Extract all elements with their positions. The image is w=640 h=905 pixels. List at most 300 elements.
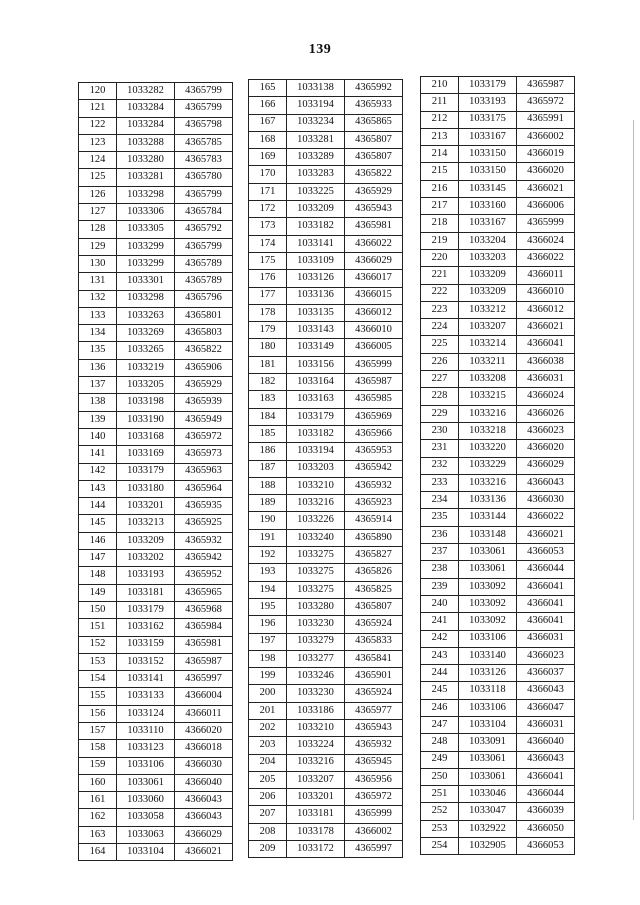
y-coordinate-cell: 4366029: [175, 826, 233, 843]
point-number-cell: 233: [421, 474, 459, 491]
y-coordinate-cell: 4365999: [345, 806, 403, 823]
x-coordinate-cell: 1032905: [459, 838, 517, 855]
table-row: [249, 685, 403, 702]
y-coordinate-cell: 4365807: [345, 149, 403, 166]
table-row: [249, 356, 403, 373]
table-row: [249, 719, 403, 736]
table-row: [79, 463, 233, 480]
point-number-cell: 213: [421, 128, 459, 145]
x-coordinate-cell: 1033092: [459, 613, 517, 630]
point-number-cell: 237: [421, 544, 459, 561]
point-number-cell: 182: [249, 374, 287, 391]
y-coordinate-cell: 4366002: [345, 823, 403, 840]
x-coordinate-cell: 1033172: [287, 841, 345, 858]
point-number-cell: 246: [421, 699, 459, 716]
table-row: [249, 374, 403, 391]
point-number-cell: 193: [249, 564, 287, 581]
point-number-cell: 254: [421, 838, 459, 855]
point-number-cell: 208: [249, 823, 287, 840]
x-coordinate-cell: 1033209: [287, 201, 345, 218]
y-coordinate-cell: 4365999: [345, 356, 403, 373]
point-number-cell: 124: [79, 152, 117, 169]
table-row: [249, 80, 403, 97]
y-coordinate-cell: 4366041: [517, 578, 575, 595]
table-row: [79, 186, 233, 203]
point-number-cell: 247: [421, 716, 459, 733]
y-coordinate-cell: 4365963: [175, 463, 233, 480]
table-row: [421, 544, 575, 561]
y-coordinate-cell: 4366031: [517, 630, 575, 647]
point-number-cell: 156: [79, 705, 117, 722]
x-coordinate-cell: 1033201: [287, 789, 345, 806]
table-row: [249, 235, 403, 252]
x-coordinate-cell: 1033136: [287, 287, 345, 304]
y-coordinate-cell: 4365789: [175, 273, 233, 290]
table-row: [249, 598, 403, 615]
point-number-cell: 134: [79, 325, 117, 342]
y-coordinate-cell: 4365949: [175, 411, 233, 428]
table-row: [421, 457, 575, 474]
y-coordinate-cell: 4366044: [517, 786, 575, 803]
y-coordinate-cell: 4365780: [175, 169, 233, 186]
x-coordinate-cell: 1033234: [287, 114, 345, 131]
table-row: [79, 567, 233, 584]
x-coordinate-cell: 1033210: [287, 477, 345, 494]
table-row: [421, 682, 575, 699]
table-row: [79, 307, 233, 324]
table-row: [421, 786, 575, 803]
x-coordinate-cell: 1033198: [117, 394, 175, 411]
y-coordinate-cell: 4366020: [517, 440, 575, 457]
table-row: [79, 844, 233, 861]
table-row: [421, 440, 575, 457]
y-coordinate-cell: 4365785: [175, 134, 233, 151]
x-coordinate-cell: 1033133: [117, 688, 175, 705]
table-row: [249, 201, 403, 218]
point-number-cell: 211: [421, 94, 459, 111]
table-row: [79, 826, 233, 843]
x-coordinate-cell: 1033061: [459, 561, 517, 578]
point-number-cell: 249: [421, 751, 459, 768]
table-row: [421, 613, 575, 630]
point-number-cell: 137: [79, 377, 117, 394]
y-coordinate-cell: 4366021: [517, 180, 575, 197]
table-row: [421, 111, 575, 128]
y-coordinate-cell: 4365929: [345, 183, 403, 200]
point-number-cell: 131: [79, 273, 117, 290]
point-number-cell: 152: [79, 636, 117, 653]
point-number-cell: 172: [249, 201, 287, 218]
table-row: [249, 391, 403, 408]
point-number-cell: 162: [79, 809, 117, 826]
table-row: [249, 425, 403, 442]
table-row: [249, 581, 403, 598]
table-row: [421, 284, 575, 301]
x-coordinate-cell: 1033140: [459, 647, 517, 664]
x-coordinate-cell: 1033106: [459, 630, 517, 647]
x-coordinate-cell: 1033104: [117, 844, 175, 861]
point-number-cell: 206: [249, 789, 287, 806]
table-row: [421, 94, 575, 111]
point-number-cell: 223: [421, 301, 459, 318]
x-coordinate-cell: 1032922: [459, 820, 517, 837]
x-coordinate-cell: 1033289: [287, 149, 345, 166]
point-number-cell: 161: [79, 792, 117, 809]
table-row: [421, 716, 575, 733]
table-row: [421, 336, 575, 353]
table-row: [249, 408, 403, 425]
x-coordinate-cell: 1033092: [459, 578, 517, 595]
point-number-cell: 239: [421, 578, 459, 595]
y-coordinate-cell: 4365972: [345, 789, 403, 806]
x-coordinate-cell: 1033143: [287, 322, 345, 339]
point-number-cell: 199: [249, 668, 287, 685]
x-coordinate-cell: 1033281: [117, 169, 175, 186]
table-row: [79, 722, 233, 739]
table-row: [421, 249, 575, 266]
x-coordinate-cell: 1033282: [117, 83, 175, 100]
point-number-cell: 140: [79, 428, 117, 445]
table-row: [79, 515, 233, 532]
table-row: [249, 547, 403, 564]
y-coordinate-cell: 4365932: [345, 477, 403, 494]
x-coordinate-cell: 1033205: [117, 377, 175, 394]
point-number-cell: 214: [421, 146, 459, 163]
table-row: [79, 134, 233, 151]
y-coordinate-cell: 4365932: [175, 532, 233, 549]
table-row: [421, 422, 575, 439]
x-coordinate-cell: 1033288: [117, 134, 175, 151]
table-row: [421, 405, 575, 422]
y-coordinate-cell: 4365865: [345, 114, 403, 131]
table-row: [79, 100, 233, 117]
point-number-cell: 168: [249, 131, 287, 148]
point-number-cell: 130: [79, 255, 117, 272]
y-coordinate-cell: 4365792: [175, 221, 233, 238]
x-coordinate-cell: 1033124: [117, 705, 175, 722]
scan-edge-line: [633, 120, 634, 820]
point-number-cell: 200: [249, 685, 287, 702]
table-row: [249, 287, 403, 304]
y-coordinate-cell: 4366039: [517, 803, 575, 820]
y-coordinate-cell: 4365942: [175, 550, 233, 567]
x-coordinate-cell: 1033145: [459, 180, 517, 197]
y-coordinate-cell: 4365991: [517, 111, 575, 128]
point-number-cell: 180: [249, 339, 287, 356]
x-coordinate-cell: 1033179: [287, 408, 345, 425]
point-number-cell: 149: [79, 584, 117, 601]
point-number-cell: 238: [421, 561, 459, 578]
point-number-cell: 219: [421, 232, 459, 249]
y-coordinate-cell: 4365972: [175, 428, 233, 445]
x-coordinate-cell: 1033275: [287, 564, 345, 581]
y-coordinate-cell: 4365807: [345, 131, 403, 148]
point-number-cell: 125: [79, 169, 117, 186]
point-number-cell: 151: [79, 619, 117, 636]
table-row: [79, 428, 233, 445]
y-coordinate-cell: 4366021: [175, 844, 233, 861]
y-coordinate-cell: 4365906: [175, 359, 233, 376]
table-row: [421, 474, 575, 491]
y-coordinate-cell: 4366012: [517, 301, 575, 318]
x-coordinate-cell: 1033061: [459, 544, 517, 561]
x-coordinate-cell: 1033219: [117, 359, 175, 376]
table-row: [249, 443, 403, 460]
y-coordinate-cell: 4365798: [175, 117, 233, 134]
x-coordinate-cell: 1033126: [287, 270, 345, 287]
table-row: [249, 183, 403, 200]
y-coordinate-cell: 4366010: [345, 322, 403, 339]
point-number-cell: 209: [249, 841, 287, 858]
table-row: [79, 83, 233, 100]
table-row: [421, 319, 575, 336]
x-coordinate-cell: 1033203: [459, 249, 517, 266]
y-coordinate-cell: 4366041: [517, 613, 575, 630]
x-coordinate-cell: 1033126: [459, 665, 517, 682]
x-coordinate-cell: 1033091: [459, 734, 517, 751]
point-number-cell: 185: [249, 425, 287, 442]
y-coordinate-cell: 4366029: [345, 252, 403, 269]
y-coordinate-cell: 4366022: [517, 509, 575, 526]
y-coordinate-cell: 4366024: [517, 388, 575, 405]
y-coordinate-cell: 4366053: [517, 544, 575, 561]
y-coordinate-cell: 4365966: [345, 425, 403, 442]
table-row: [79, 653, 233, 670]
table-row: [421, 77, 575, 94]
point-number-cell: 120: [79, 83, 117, 100]
x-coordinate-cell: 1033209: [459, 284, 517, 301]
y-coordinate-cell: 4365987: [345, 374, 403, 391]
table-row: [79, 757, 233, 774]
table-row: [79, 290, 233, 307]
table-row: [79, 273, 233, 290]
point-number-cell: 194: [249, 581, 287, 598]
table-row: [79, 342, 233, 359]
point-number-cell: 243: [421, 647, 459, 664]
x-coordinate-cell: 1033060: [117, 792, 175, 809]
table-row: [249, 97, 403, 114]
table-row: [79, 325, 233, 342]
point-number-cell: 138: [79, 394, 117, 411]
table-row: [421, 595, 575, 612]
x-coordinate-cell: 1033220: [459, 440, 517, 457]
x-coordinate-cell: 1033163: [287, 391, 345, 408]
x-coordinate-cell: 1033305: [117, 221, 175, 238]
table-row: [249, 252, 403, 269]
table-row: [79, 480, 233, 497]
x-coordinate-cell: 1033216: [459, 474, 517, 491]
x-coordinate-cell: 1033167: [459, 215, 517, 232]
table-row: [249, 304, 403, 321]
y-coordinate-cell: 4366041: [517, 768, 575, 785]
x-coordinate-cell: 1033279: [287, 633, 345, 650]
x-coordinate-cell: 1033179: [459, 77, 517, 94]
x-coordinate-cell: 1033201: [117, 498, 175, 515]
table-row: [79, 671, 233, 688]
table-row: [421, 492, 575, 509]
point-number-cell: 190: [249, 512, 287, 529]
y-coordinate-cell: 4366021: [517, 319, 575, 336]
x-coordinate-cell: 1033046: [459, 786, 517, 803]
table-row: [421, 353, 575, 370]
table-row: [79, 601, 233, 618]
point-number-cell: 201: [249, 702, 287, 719]
y-coordinate-cell: 4365942: [345, 460, 403, 477]
x-coordinate-cell: 1033148: [459, 526, 517, 543]
point-number-cell: 218: [421, 215, 459, 232]
y-coordinate-cell: 4365981: [175, 636, 233, 653]
x-coordinate-cell: 1033275: [287, 581, 345, 598]
point-number-cell: 188: [249, 477, 287, 494]
table-row: [249, 564, 403, 581]
table-row: [249, 166, 403, 183]
x-coordinate-cell: 1033298: [117, 186, 175, 203]
point-number-cell: 231: [421, 440, 459, 457]
table-row: [421, 768, 575, 785]
point-number-cell: 155: [79, 688, 117, 705]
x-coordinate-cell: 1033144: [459, 509, 517, 526]
x-coordinate-cell: 1033230: [287, 616, 345, 633]
point-number-cell: 178: [249, 304, 287, 321]
x-coordinate-cell: 1033058: [117, 809, 175, 826]
table-row: [249, 650, 403, 667]
x-coordinate-cell: 1033149: [287, 339, 345, 356]
y-coordinate-cell: 4365972: [517, 94, 575, 111]
point-number-cell: 145: [79, 515, 117, 532]
point-number-cell: 226: [421, 353, 459, 370]
point-number-cell: 166: [249, 97, 287, 114]
point-number-cell: 252: [421, 803, 459, 820]
point-number-cell: 160: [79, 774, 117, 791]
x-coordinate-cell: 1033301: [117, 273, 175, 290]
y-coordinate-cell: 4366026: [517, 405, 575, 422]
y-coordinate-cell: 4365783: [175, 152, 233, 169]
y-coordinate-cell: 4366038: [517, 353, 575, 370]
x-coordinate-cell: 1033277: [287, 650, 345, 667]
x-coordinate-cell: 1033141: [287, 235, 345, 252]
point-number-cell: 229: [421, 405, 459, 422]
y-coordinate-cell: 4365799: [175, 238, 233, 255]
x-coordinate-cell: 1033224: [287, 737, 345, 754]
y-coordinate-cell: 4366030: [175, 757, 233, 774]
table-row: [79, 792, 233, 809]
y-coordinate-cell: 4365901: [345, 668, 403, 685]
y-coordinate-cell: 4366017: [345, 270, 403, 287]
y-coordinate-cell: 4365985: [345, 391, 403, 408]
y-coordinate-cell: 4365945: [345, 754, 403, 771]
x-coordinate-cell: 1033240: [287, 529, 345, 546]
table-row: [249, 131, 403, 148]
table-row: [79, 584, 233, 601]
table-row: [79, 809, 233, 826]
y-coordinate-cell: 4365924: [345, 616, 403, 633]
y-coordinate-cell: 4366041: [517, 336, 575, 353]
x-coordinate-cell: 1033209: [459, 267, 517, 284]
point-number-cell: 165: [249, 80, 287, 97]
table-row: [249, 737, 403, 754]
y-coordinate-cell: 4366043: [517, 682, 575, 699]
x-coordinate-cell: 1033204: [459, 232, 517, 249]
point-number-cell: 158: [79, 740, 117, 757]
y-coordinate-cell: 4366019: [517, 146, 575, 163]
table-row: [421, 561, 575, 578]
x-coordinate-cell: 1033152: [117, 653, 175, 670]
y-coordinate-cell: 4366022: [517, 249, 575, 266]
point-number-cell: 147: [79, 550, 117, 567]
y-coordinate-cell: 4365825: [345, 581, 403, 598]
table-row: [421, 128, 575, 145]
x-coordinate-cell: 1033194: [287, 443, 345, 460]
table-row: [79, 221, 233, 238]
y-coordinate-cell: 4365997: [175, 671, 233, 688]
y-coordinate-cell: 4365784: [175, 204, 233, 221]
table-row: [79, 204, 233, 221]
point-number-cell: 136: [79, 359, 117, 376]
table-row: [421, 820, 575, 837]
x-coordinate-cell: 1033263: [117, 307, 175, 324]
y-coordinate-cell: 4365987: [175, 653, 233, 670]
x-coordinate-cell: 1033203: [287, 460, 345, 477]
x-coordinate-cell: 1033246: [287, 668, 345, 685]
table-row: [249, 114, 403, 131]
table-row: [249, 322, 403, 339]
x-coordinate-cell: 1033150: [459, 146, 517, 163]
table-row: [79, 359, 233, 376]
table-row: [79, 255, 233, 272]
point-number-cell: 212: [421, 111, 459, 128]
table-row: [249, 806, 403, 823]
table-row: [249, 823, 403, 840]
coordinates-table-1: [78, 82, 233, 861]
x-coordinate-cell: 1033298: [117, 290, 175, 307]
y-coordinate-cell: 4365807: [345, 598, 403, 615]
point-number-cell: 230: [421, 422, 459, 439]
y-coordinate-cell: 4366020: [517, 163, 575, 180]
y-coordinate-cell: 4366024: [517, 232, 575, 249]
x-coordinate-cell: 1033181: [287, 806, 345, 823]
point-number-cell: 189: [249, 495, 287, 512]
point-number-cell: 128: [79, 221, 117, 238]
point-number-cell: 148: [79, 567, 117, 584]
table-row: [79, 169, 233, 186]
y-coordinate-cell: 4365987: [517, 77, 575, 94]
x-coordinate-cell: 1033180: [117, 480, 175, 497]
point-number-cell: 232: [421, 457, 459, 474]
x-coordinate-cell: 1033164: [287, 374, 345, 391]
y-coordinate-cell: 4366043: [517, 474, 575, 491]
table-row: [79, 740, 233, 757]
point-number-cell: 141: [79, 446, 117, 463]
point-number-cell: 241: [421, 613, 459, 630]
y-coordinate-cell: 4365799: [175, 186, 233, 203]
table-row: [79, 532, 233, 549]
table-row: [421, 734, 575, 751]
table-row: [79, 550, 233, 567]
coordinates-table-2: [248, 79, 403, 858]
point-number-cell: 143: [79, 480, 117, 497]
x-coordinate-cell: 1033283: [287, 166, 345, 183]
table-row: [79, 498, 233, 515]
table-row: [249, 495, 403, 512]
y-coordinate-cell: 4366037: [517, 665, 575, 682]
y-coordinate-cell: 4365789: [175, 255, 233, 272]
y-coordinate-cell: 4365803: [175, 325, 233, 342]
x-coordinate-cell: 1033178: [287, 823, 345, 840]
y-coordinate-cell: 4366020: [175, 722, 233, 739]
table-row: [249, 477, 403, 494]
y-coordinate-cell: 4365929: [175, 377, 233, 394]
y-coordinate-cell: 4365943: [345, 201, 403, 218]
